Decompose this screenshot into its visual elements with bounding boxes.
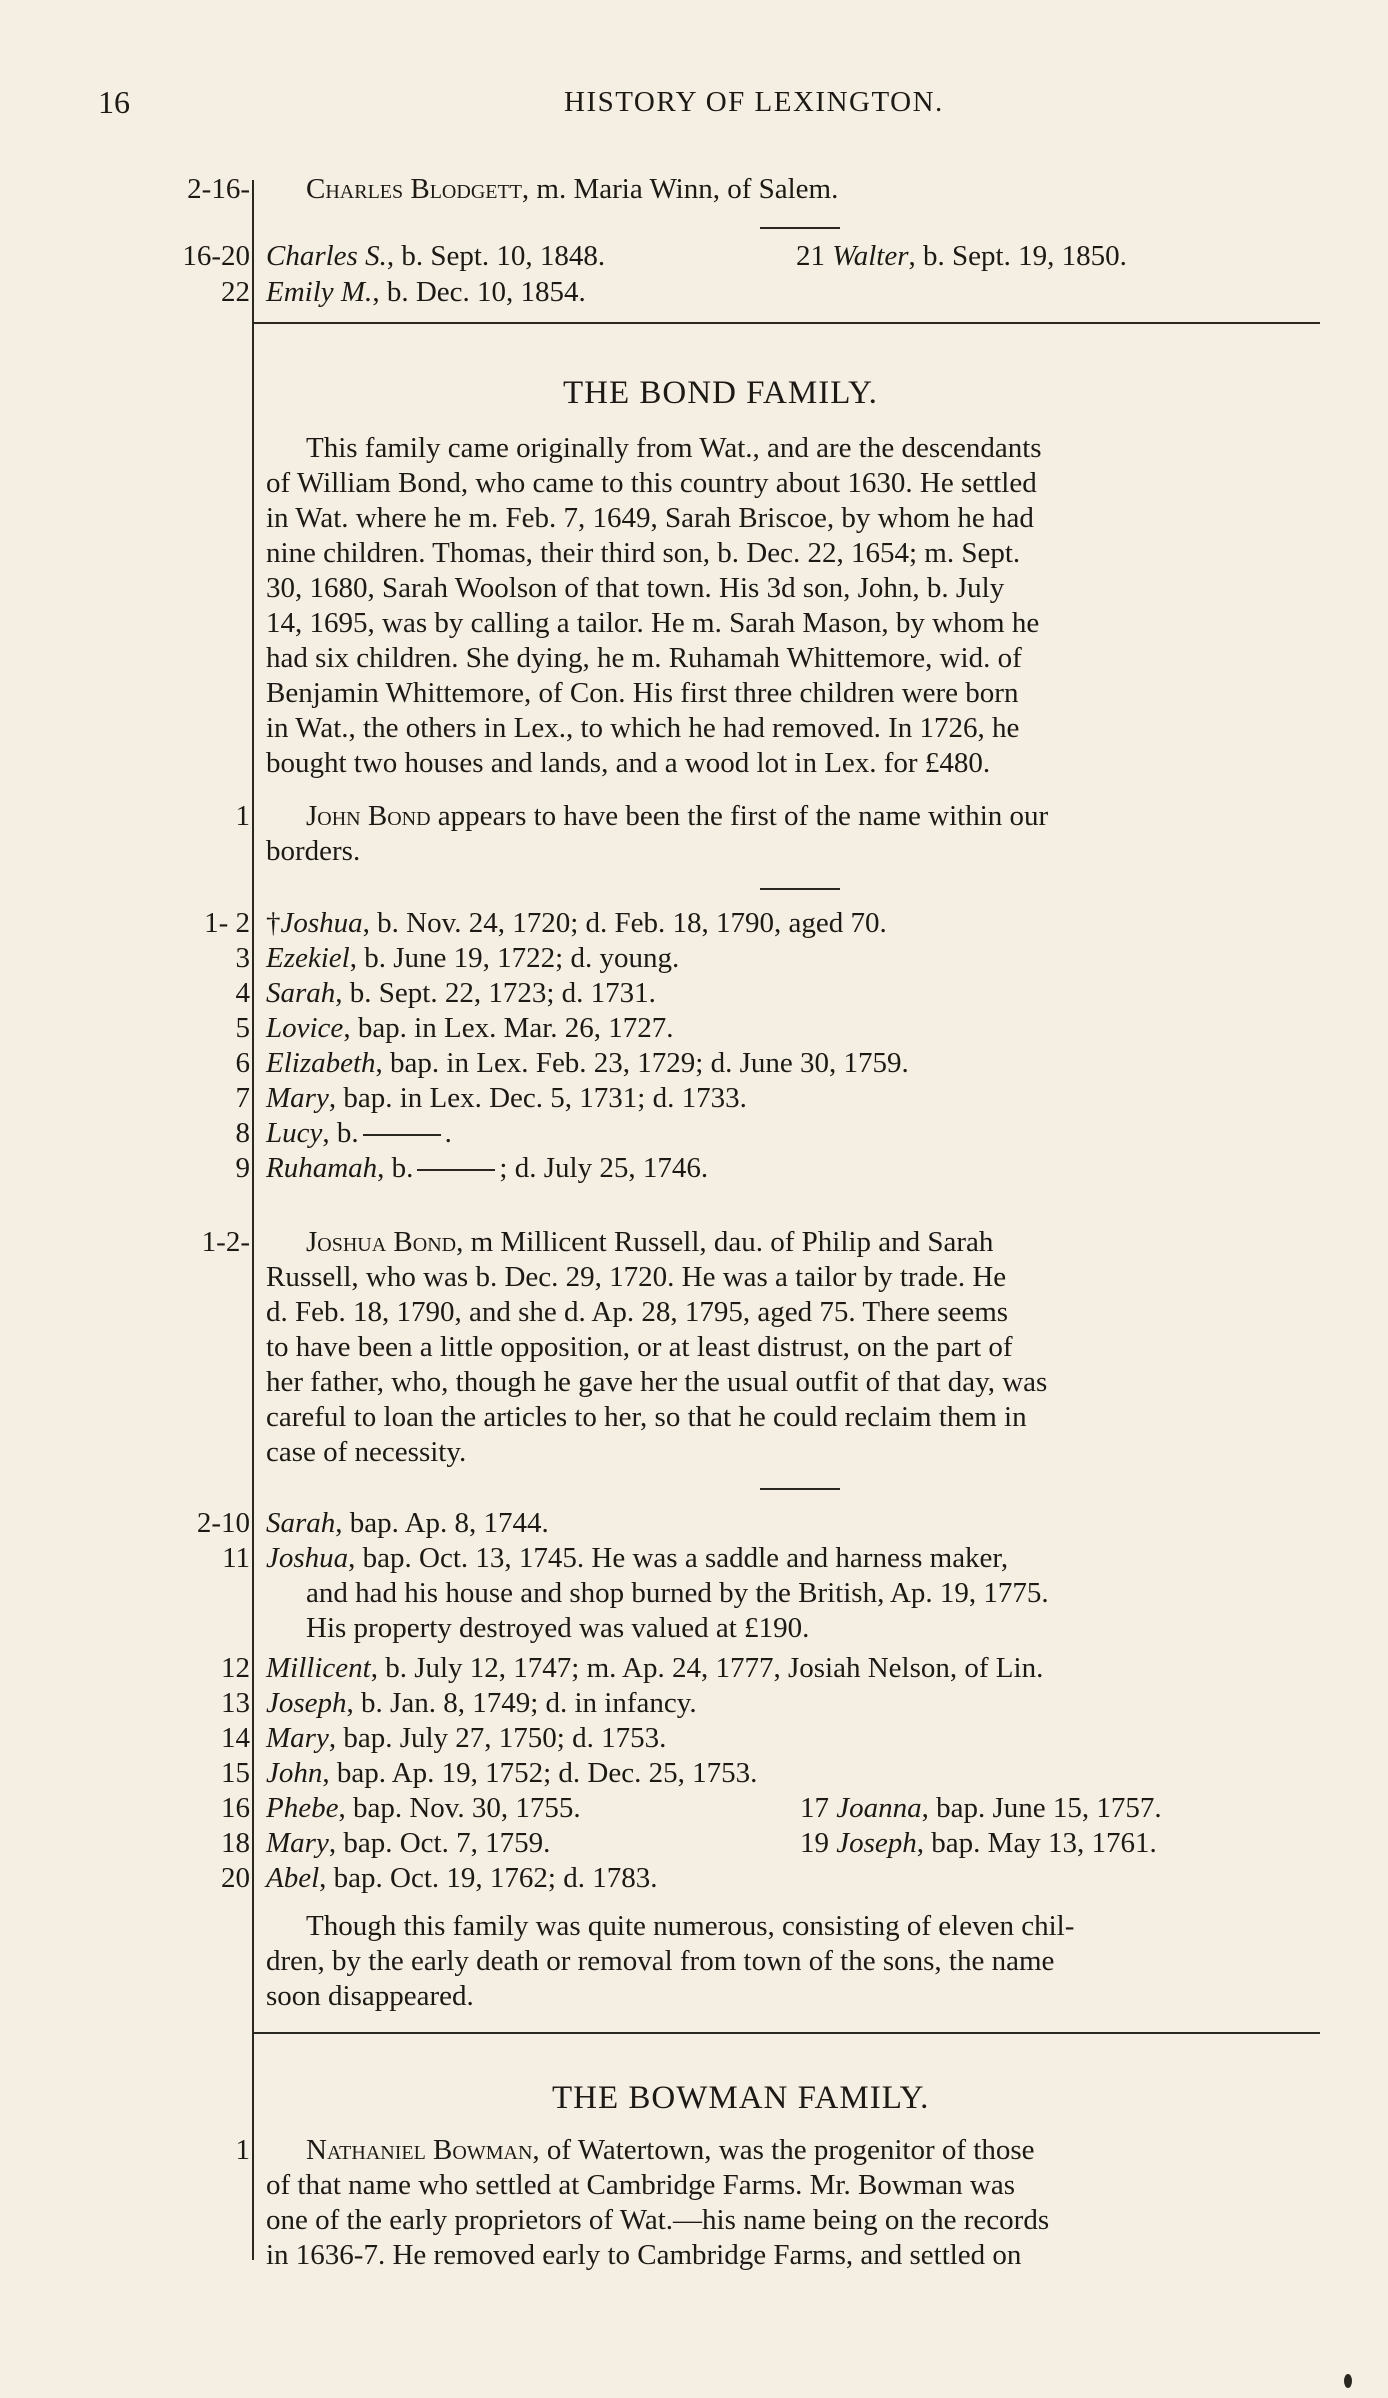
genealogy-label: 20: [221, 1862, 250, 1894]
child-name: Joanna: [836, 1792, 922, 1824]
child-entry: [266, 1792, 581, 1824]
genealogy-label: 22: [221, 276, 250, 308]
child-number: 21: [796, 240, 825, 272]
entry-text: , bap. Nov. 30, 1755.: [338, 1792, 581, 1824]
entry-line: d. Feb. 18, 1790, and she d. Ap. 28, 1795, aged 75. There seems: [266, 1296, 1009, 1328]
entry-line: to have been a little opposition, or at least distrust, on the part of: [266, 1331, 1013, 1363]
entry-text: , b.: [322, 1117, 359, 1149]
genealogy-label: 9: [235, 1152, 250, 1184]
child-name: Emily M.: [266, 276, 373, 308]
entry-line: case of necessity.: [266, 1436, 467, 1468]
genealogy-label: 7: [235, 1082, 250, 1114]
child-name: Mary: [266, 1827, 329, 1859]
dagger-mark: †: [266, 907, 281, 939]
intro-line: Benjamin Whittemore, of Con. His first three children were born: [266, 677, 1019, 709]
intro-line: This family came originally from Wat., and are the descendants: [306, 432, 1042, 464]
short-rule: [760, 1488, 840, 1490]
child-name: Phebe: [266, 1792, 339, 1824]
child-name: Charles S.: [266, 240, 387, 272]
genealogy-label: 12: [221, 1652, 250, 1684]
child-entry: [800, 1827, 1157, 1859]
genealogy-label: 16: [221, 1792, 250, 1824]
entry-text: ; d. July 25, 1746.: [499, 1152, 709, 1184]
page-header: [0, 84, 1388, 124]
entry-continuation: and had his house and shop burned by the British, Ap. 19, 1775.: [306, 1577, 1049, 1609]
entry-text: , b.: [377, 1152, 414, 1184]
entry-text: , bap. Ap. 19, 1752; d. Dec. 25, 1753.: [322, 1757, 758, 1789]
genealogy-label: 15: [221, 1757, 250, 1789]
entry-text: , of Watertown, was the progenitor of those: [532, 2134, 1035, 2166]
page-number: 16: [98, 84, 130, 120]
entry-text: , m Millicent Russell, dau. of Philip and Sarah: [456, 1226, 994, 1258]
short-rule: [760, 888, 840, 890]
child-entry: [266, 1012, 674, 1044]
child-name: Lucy: [266, 1117, 323, 1149]
child-entry: [266, 1152, 708, 1184]
closing-line: Though this family was quite numerous, consisting of eleven chil-: [306, 1910, 1075, 1942]
child-entry: [266, 276, 586, 308]
intro-line: had six children. She dying, he m. Ruhamah Whittemore, wid. of: [266, 642, 1022, 674]
genealogy-label: 11: [222, 1542, 250, 1574]
entry-line: her father, who, though he gave her the usual outfit of that day, was: [266, 1366, 1048, 1398]
child-entry: [266, 1047, 909, 1079]
entry-text: , b. June 19, 1722; d. young.: [349, 942, 680, 974]
child-entry: [266, 1082, 747, 1114]
child-name: Mary: [266, 1082, 329, 1114]
child-entry: [266, 1542, 1008, 1574]
genealogy-label: 14: [221, 1722, 250, 1754]
entry-line: careful to loan the articles to her, so that he could reclaim them in: [266, 1401, 1027, 1433]
genealogy-label: 8: [235, 1117, 250, 1149]
child-name: Ezekiel: [266, 942, 350, 974]
entry-line: one of the early proprietors of Wat.—his name being on the records: [266, 2204, 1050, 2236]
intro-line: nine children. Thomas, their third son, b. Dec. 22, 1654; m. Sept.: [266, 537, 1021, 569]
child-entry: [266, 977, 656, 1009]
genealogy-label: 1-2-: [201, 1226, 250, 1258]
genealogy-label: 16-20: [182, 240, 250, 272]
genealogy-label: 4: [235, 977, 250, 1009]
margin-rule: [252, 180, 254, 2260]
short-rule: [760, 227, 840, 229]
entry-line: borders.: [266, 835, 361, 867]
entry-text: , b. Nov. 24, 1720; d. Feb. 18, 1790, aged 70.: [362, 907, 887, 939]
running-head: HISTORY OF LEXINGTON.: [564, 86, 944, 118]
entry-text: , m. Maria Winn, of Salem.: [521, 173, 839, 205]
entry-text: , bap. Oct. 7, 1759.: [328, 1827, 551, 1859]
child-name: Joshua: [266, 1542, 349, 1574]
entry-line: [306, 1226, 993, 1258]
child-name: Joshua: [280, 907, 363, 939]
child-entry: [266, 942, 679, 974]
person-name: Joshua Bond: [306, 1226, 457, 1258]
intro-line: in Wat., the others in Lex., to which he had removed. In 1726, he: [266, 712, 1020, 744]
child-entry: [266, 1507, 549, 1539]
closing-line: soon disappeared.: [266, 1980, 474, 2012]
child-entry: [266, 1117, 452, 1149]
child-entry: [266, 1757, 757, 1789]
entry-text: , bap. in Lex. Mar. 26, 1727.: [343, 1012, 674, 1044]
child-name: Abel: [266, 1862, 320, 1894]
child-entry: [800, 1792, 1162, 1824]
child-entry: [266, 907, 887, 939]
entry-line: [306, 2134, 1035, 2166]
intro-line: of William Bond, who came to this country about 1630. He settled: [266, 467, 1037, 499]
entry-text: , bap. June 15, 1757.: [921, 1792, 1162, 1824]
entry-continuation: His property destroyed was valued at £190.: [306, 1612, 810, 1644]
intro-line: 30, 1680, Sarah Woolson of that town. His 3d son, John, b. July: [266, 572, 1005, 604]
blank-date-rule: [417, 1169, 495, 1171]
genealogy-label: 5: [235, 1012, 250, 1044]
entry-text: appears to have been the first of the name within our: [430, 800, 1049, 832]
genealogy-label: 2-10: [196, 1507, 250, 1539]
entry-line: Russell, who was b. Dec. 29, 1720. He was a tailor by trade. He: [266, 1261, 1007, 1293]
child-name: Lovice: [266, 1012, 344, 1044]
child-entry: [796, 240, 1127, 272]
person-name: Nathaniel Bowman: [306, 2134, 533, 2166]
child-name: Joseph: [836, 1827, 917, 1859]
blank-date-rule: [363, 1134, 441, 1136]
entry-text: , bap. Oct. 13, 1745. He was a saddle and harness maker,: [348, 1542, 1009, 1574]
entry-line: of that name who settled at Cambridge Farms. Mr. Bowman was: [266, 2169, 1016, 2201]
genealogy-label: 6: [235, 1047, 250, 1079]
genealogy-label: 3: [235, 942, 250, 974]
intro-line: 14, 1695, was by calling a tailor. He m. Sarah Mason, by whom he: [266, 607, 1040, 639]
child-entry: [266, 1652, 1043, 1684]
entry-text: , bap. July 27, 1750; d. 1753.: [328, 1722, 667, 1754]
child-number: 19: [800, 1827, 829, 1859]
intro-line: in Wat. where he m. Feb. 7, 1649, Sarah Briscoe, by whom he had: [266, 502, 1034, 534]
person-name: John Bond: [306, 800, 431, 832]
child-name: Mary: [266, 1722, 329, 1754]
section-rule: [254, 322, 1320, 324]
child-name: Walter: [832, 240, 909, 272]
entry-text: , b. Sept. 19, 1850.: [908, 240, 1127, 272]
child-number: 17: [800, 1792, 829, 1824]
closing-line: dren, by the early death or removal from town of the sons, the name: [266, 1945, 1055, 1977]
child-name: Elizabeth: [266, 1047, 376, 1079]
child-entry: [266, 1827, 550, 1859]
child-name: Sarah: [266, 1507, 336, 1539]
child-name: Millicent: [266, 1652, 371, 1684]
child-entry: [266, 1687, 697, 1719]
entry-text: , b. July 12, 1747; m. Ap. 24, 1777, Josiah Nelson, of Lin.: [370, 1652, 1044, 1684]
entry-line: [306, 800, 1048, 832]
entry-text: , bap. Ap. 8, 1744.: [335, 1507, 549, 1539]
entry-text: , bap. Oct. 19, 1762; d. 1783.: [319, 1862, 658, 1894]
genealogy-label: 13: [221, 1687, 250, 1719]
child-name: Joseph: [266, 1687, 347, 1719]
section-rule: [254, 2032, 1320, 2034]
person-name: Charles Blodgett: [306, 173, 522, 205]
child-entry: [266, 240, 605, 272]
entry-text: , b. Dec. 10, 1854.: [372, 276, 586, 308]
entry-text: , b. Sept. 22, 1723; d. 1731.: [335, 977, 656, 1009]
intro-line: bought two houses and lands, and a wood lot in Lex. for £480.: [266, 747, 991, 779]
entry-text: , bap. May 13, 1761.: [916, 1827, 1157, 1859]
child-entry: [266, 1862, 657, 1894]
genealogy-label: 1: [235, 2134, 250, 2166]
child-name: Ruhamah: [266, 1152, 378, 1184]
entry-line: [306, 173, 838, 205]
section-title: THE BOWMAN FAMILY.: [552, 2080, 930, 2116]
entry-text: , bap. in Lex. Feb. 23, 1729; d. June 30, 1759.: [375, 1047, 909, 1079]
ink-speck: [1344, 2374, 1352, 2388]
entry-text: , b. Jan. 8, 1749; d. in infancy.: [346, 1687, 697, 1719]
entry-text: , b. Sept. 10, 1848.: [386, 240, 606, 272]
genealogy-label: 2-16-: [187, 173, 250, 205]
entry-line: in 1636-7. He removed early to Cambridge Farms, and settled on: [266, 2239, 1022, 2271]
section-title: THE BOND FAMILY.: [563, 375, 878, 411]
child-entry: [266, 1722, 666, 1754]
genealogy-label: 1: [235, 800, 250, 832]
genealogy-label: 18: [221, 1827, 250, 1859]
entry-text: , bap. in Lex. Dec. 5, 1731; d. 1733.: [328, 1082, 747, 1114]
child-name: John: [266, 1757, 323, 1789]
entry-text: .: [444, 1117, 452, 1149]
genealogy-label: 1- 2: [204, 907, 250, 939]
child-name: Sarah: [266, 977, 336, 1009]
